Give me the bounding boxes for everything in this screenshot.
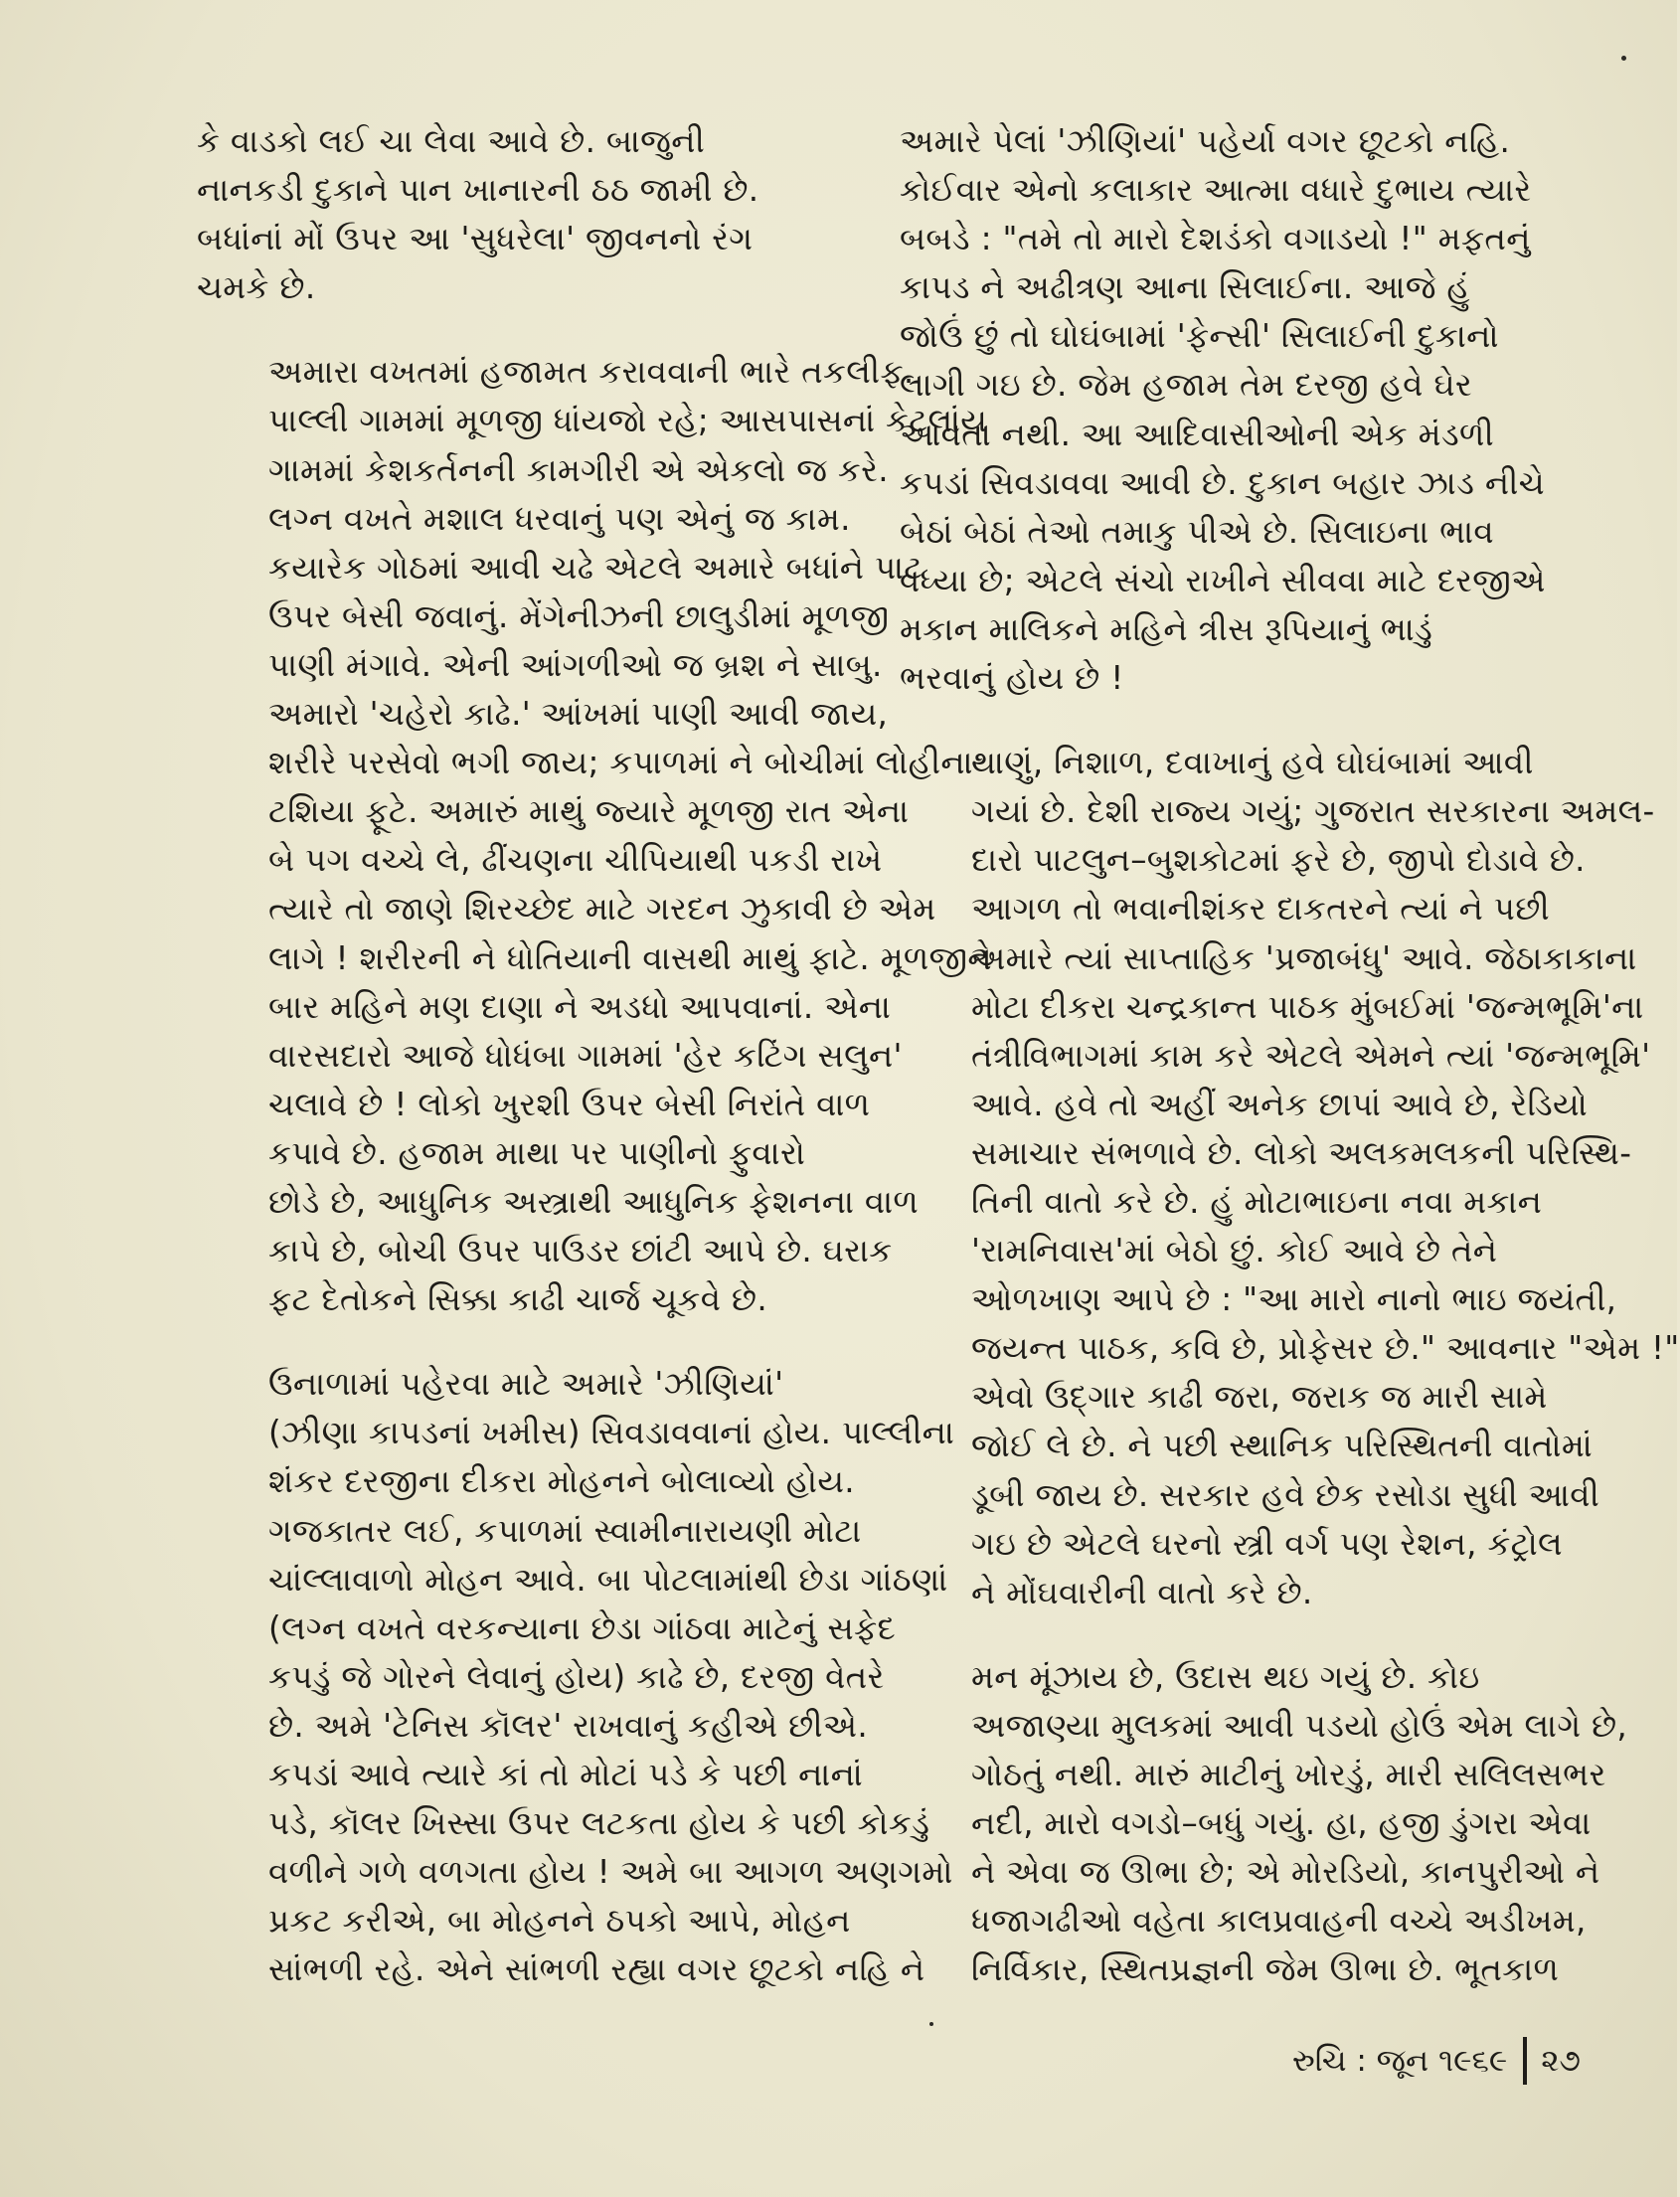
text-line: કાપડ ને અઢીત્રણ આના સિલાઈના. આજે હું bbox=[900, 268, 1470, 307]
paragraph bbox=[900, 1653, 1628, 1995]
magazine-issue: રુચિ : જૂન ૧૯૬૯ bbox=[1292, 2042, 1508, 2079]
text-line: ચમકે છે. bbox=[197, 268, 316, 307]
text-line: ઉપર બેસી જવાનું. મેંગેનીઝની છાલુડીમાં મૂળજી bbox=[268, 596, 890, 635]
text-line: કે વાડકો લઈ ચા લેવા આવે છે. બાજુની bbox=[197, 122, 706, 160]
text-line: આવતા નથી. આ આદિવાસીઓની એક મંડળી bbox=[900, 415, 1494, 453]
text-line: પાણી મંગાવે. એની આંગળીઓ જ બ્રશ ને સાબુ. bbox=[268, 645, 883, 684]
text-line: મોટા દીકરા ચન્દ્રકાન્ત પાઠક મુંબઈમાં 'જન્મભૂમિ'ના bbox=[971, 987, 1644, 1026]
text-line: એવો ઉદ્ગાર કાઢી જરા, જરાક જ મારી સામે bbox=[971, 1378, 1548, 1417]
text-line: અમારે પેલાં 'ઝીણિયાં' પહેર્યા વગર છૂટકો નહિ. bbox=[900, 122, 1511, 160]
text-line: નદી, મારો વગડો–બધું ગયું. હા, હજી ડુંગરા એવા bbox=[971, 1804, 1592, 1843]
text-line: ઓળખાણ આપે છે : "આ મારો નાનો ભાઇ જયંતી, bbox=[971, 1280, 1617, 1319]
text-line: જોઈ લે છે. ને પછી સ્થાનિક પરિસ્થિતની વાતોમાં bbox=[971, 1427, 1594, 1465]
text-line: બાર મહિને મણ દાણા ને અડધો આપવાનાં. એના bbox=[268, 987, 892, 1026]
text-line: કપડું જે ગોરને લેવાનું હોય) કાઢે છે, દરજી વેતરે bbox=[268, 1657, 885, 1696]
text-line: કપાવે છે. હજામ માથા પર પાણીનો ફુવારો bbox=[268, 1133, 806, 1172]
text-line: દારો પાટલુન–બુશકોટમાં ફરે છે, જીપો દોડાવે છે. bbox=[971, 841, 1586, 880]
text-line: સમાચાર સંભળાવે છે. લોકો અલકમલકની પરિસ્થિ- bbox=[971, 1133, 1632, 1172]
text-line: ધજાગઢીઓ વહેતા કાલપ્રવાહની વચ્ચે અડીખમ, bbox=[971, 1902, 1587, 1941]
text-line: (લગ્ન વખતે વરકન્યાના છેડા ગાંઠવા માટેનું સફેદ bbox=[268, 1608, 897, 1647]
text-line: વળીને ગળે વળગતા હોય ! અમે બા આગળ અણગમો bbox=[268, 1853, 953, 1892]
text-line: શરીરે પરસેવો ભગી જાય; કપાળમાં ને બોચીમાં લોહીના bbox=[268, 744, 973, 782]
text-line: શંકર દરજીના દીકરા મોહનને બોલાવ્યો હોય. bbox=[268, 1462, 855, 1501]
text-line: ત્યારે તો જાણે શિરચ્છેદ માટે ગરદન ઝુકાવી છે એમ bbox=[268, 890, 936, 929]
print-speck bbox=[1621, 56, 1626, 61]
paragraph bbox=[197, 1360, 955, 1994]
text-line: કપડાં સિવડાવવા આવી છે. દુકાન બહાર ઝાડ નીચે bbox=[900, 463, 1545, 502]
text-line: મન મૂંઝાય છે, ઉદાસ થઇ ગયું છે. કોઇ bbox=[971, 1657, 1480, 1696]
text-line: (ઝીણા કાપડનાં ખમીસ) સિવડાવવાનાં હોય. પાલ્લીના bbox=[268, 1414, 955, 1452]
text-line: નાનકડી દુકાને પાન ખાનારની ઠઠ જામી છે. bbox=[197, 171, 759, 210]
text-line: થાણું, નિશાળ, દવાખાનું હવે ઘોઘંબામાં આવી bbox=[971, 744, 1534, 782]
text-line: ગજકાતર લઈ, કપાળમાં સ્વામીનારાયણી મોટા bbox=[268, 1511, 862, 1550]
print-speck bbox=[929, 2022, 933, 2026]
page-footer bbox=[1292, 2036, 1610, 2086]
text-line: નિર્વિકાર, સ્થિતપ્રજ્ઞની જેમ ઊભા છે. ભૂતકાળ bbox=[971, 1950, 1560, 1989]
text-line: વધ્યા છે; એટલે સંચો રાખીને સીવવા માટે દરજીએ bbox=[900, 561, 1546, 599]
text-line: ઉનાળામાં પહેરવા માટે અમારે 'ઝીણિયાં' bbox=[268, 1365, 784, 1404]
paragraph bbox=[197, 348, 992, 1324]
text-line: તિની વાતો કરે છે. હું મોટાભાઇના નવા મકાન bbox=[971, 1182, 1543, 1221]
text-line: છોડે છે, આધુનિક અસ્ત્રાથી આધુનિક ફેશનના વાળ bbox=[268, 1182, 920, 1221]
paragraph bbox=[900, 117, 1566, 703]
text-line: ને મોંઘવારીની વાતો કરે છે. bbox=[971, 1573, 1313, 1611]
text-line: 'રામનિવાસ'માં બેઠો છું. કોઈ આવે છે તેને bbox=[971, 1232, 1498, 1270]
text-line: કપડાં આવે ત્યારે કાં તો મોટાં પડે કે પછી નાનાં bbox=[268, 1756, 864, 1793]
text-line: ગામમાં કેશકર્તનની કામગીરી એ એકલો જ કરે. bbox=[268, 450, 889, 489]
text-line: પડે, કૉલર ખિસ્સા ઉપર લટકતા હોય કે પછી કોકડું bbox=[268, 1804, 930, 1843]
text-line: બબડે : "તમે તો મારો દેશડંકો વગાડયો !" મફતનું bbox=[900, 220, 1531, 258]
text-line: વારસદારો આજે ધોધંબા ગામમાં 'હેર કટિંગ સલુન' bbox=[268, 1036, 903, 1075]
text-line: સાંભળી રહે. એને સાંભળી રહ્યા વગર છૂટકો નહિ ને bbox=[268, 1950, 925, 1989]
text-line: જોઉં છું તો ઘોઘંબામાં 'ફેન્સી' સિલાઈની દુકાનો bbox=[900, 317, 1499, 356]
text-line: પાલ્લી ગામમાં મૂળજી ધાંયજો રહે; આસપાસનાં કેટલાંય bbox=[268, 402, 988, 440]
text-line: કાપે છે, બોચી ઉપર પાઉડર છાંટી આપે છે. ઘરાક bbox=[268, 1232, 893, 1270]
text-line: લાગે ! શરીરની ને ધોતિયાની વાસથી માથું ફાટે. મૂળજીને bbox=[268, 938, 992, 977]
text-line: ચલાવે છે ! લોકો ખુરશી ઉપર બેસી નિરાંતે વાળ bbox=[268, 1085, 871, 1123]
text-line: ટશિયા ફૂટે. અમારું માથું જ્યારે મૂળજી રાત એના bbox=[268, 792, 910, 831]
text-line: કોઈવાર એનો કલાકાર આત્મા વધારે દુભાય ત્યારે bbox=[900, 171, 1532, 210]
text-line: ભરવાનું હોય છે ! bbox=[900, 659, 1124, 698]
text-line: પ્રકટ કરીએ, બા મોહનને ઠપકો આપે, મોહન bbox=[268, 1902, 851, 1941]
text-line: આવે. હવે તો અહીં અનેક છાપાં આવે છે, રેડિયો bbox=[971, 1085, 1589, 1123]
text-line: આગળ તો ભવાનીશંકર દાકતરને ત્યાં ને પછી bbox=[971, 890, 1550, 929]
text-line: અમારો 'ચહેરો કાઢે.' આંખમાં પાણી આવી જાય, bbox=[268, 695, 889, 734]
text-line: બેઠાં બેઠાં તેઓ તમાકુ પીએ છે. સિલાઇના ભાવ bbox=[900, 512, 1494, 551]
text-line: બધાંનાં મોં ઉપર આ 'સુધરેલા' જીવનનો રંગ bbox=[197, 220, 754, 258]
text-line: કયારેક ગોઠમાં આવી ચઢે એટલે અમારે બધાંને પાટ bbox=[268, 548, 924, 587]
page-number: ૨૭ bbox=[1541, 2042, 1581, 2079]
text-line: ને એવા જ ઊભા છે; એ મોરડિયો, કાનપુરીઓ ને bbox=[971, 1853, 1600, 1892]
left-column bbox=[197, 117, 992, 1994]
text-line: અમારે ત્યાં સાપ્તાહિક 'પ્રજાબંધુ' આવે. જેઠાકાકાના bbox=[971, 938, 1637, 977]
text-line: છે. અમે 'ટેનિસ કૉલર' રાખવાનું કહીએ છીએ. bbox=[268, 1706, 869, 1745]
text-line: જયન્ત પાઠક, કવિ છે, પ્રોફેસર છે." આવનાર "એમ !" bbox=[971, 1329, 1680, 1368]
paragraph bbox=[197, 117, 863, 312]
text-line: મકાન માલિકને મહિને ત્રીસ રૂપિયાનું ભાડું bbox=[900, 609, 1433, 648]
text-line: ડૂબી જાય છે. સરકાર હવે છેક રસોડા સુધી આવી bbox=[971, 1475, 1600, 1514]
paragraph bbox=[900, 739, 1680, 1617]
right-column bbox=[900, 117, 1680, 1994]
text-line: ગયાં છે. દેશી રાજ્ય ગયું; ગુજરાત સરકારના અમલ- bbox=[971, 792, 1655, 831]
footer-divider bbox=[1523, 2037, 1527, 2085]
text-line: ગઇ છે એટલે ઘરનો સ્ત્રી વર્ગ પણ રેશન, કંટ્રોલ bbox=[971, 1524, 1563, 1563]
text-line: અજાણ્યા મુલકમાં આવી પડયો હોઉં એમ લાગે છે, bbox=[971, 1706, 1628, 1745]
text-line: તંત્રીવિભાગમાં કામ કરે એટલે એમને ત્યાં 'જન્મભૂમિ' bbox=[971, 1036, 1651, 1075]
text-line: ફટ દેતોકને સિક્કા કાઢી ચાર્જ ચૂકવે છે. bbox=[268, 1280, 767, 1319]
text-line: લગ્ન વખતે મશાલ ધરવાનું પણ એનું જ કામ. bbox=[268, 499, 851, 538]
text-line: ગોઠતું નથી. મારું માટીનું ખોરડું, મારી સલિલસભર bbox=[971, 1756, 1606, 1793]
text-line: લાગી ગઇ છે. જેમ હજામ તેમ દરજી હવે ઘેર bbox=[900, 366, 1472, 405]
text-line: ચાંલ્લાવાળો મોહન આવે. બા પોટલામાંથી છેડા ગાંઠણાં bbox=[268, 1560, 948, 1599]
text-line: બે પગ વચ્ચે લે, ઢીંચણના ચીપિયાથી પકડી રાખે bbox=[268, 841, 883, 880]
text-line: અમારા વખતમાં હજામત કરાવવાની ભારે તકલીફ. bbox=[268, 353, 915, 392]
